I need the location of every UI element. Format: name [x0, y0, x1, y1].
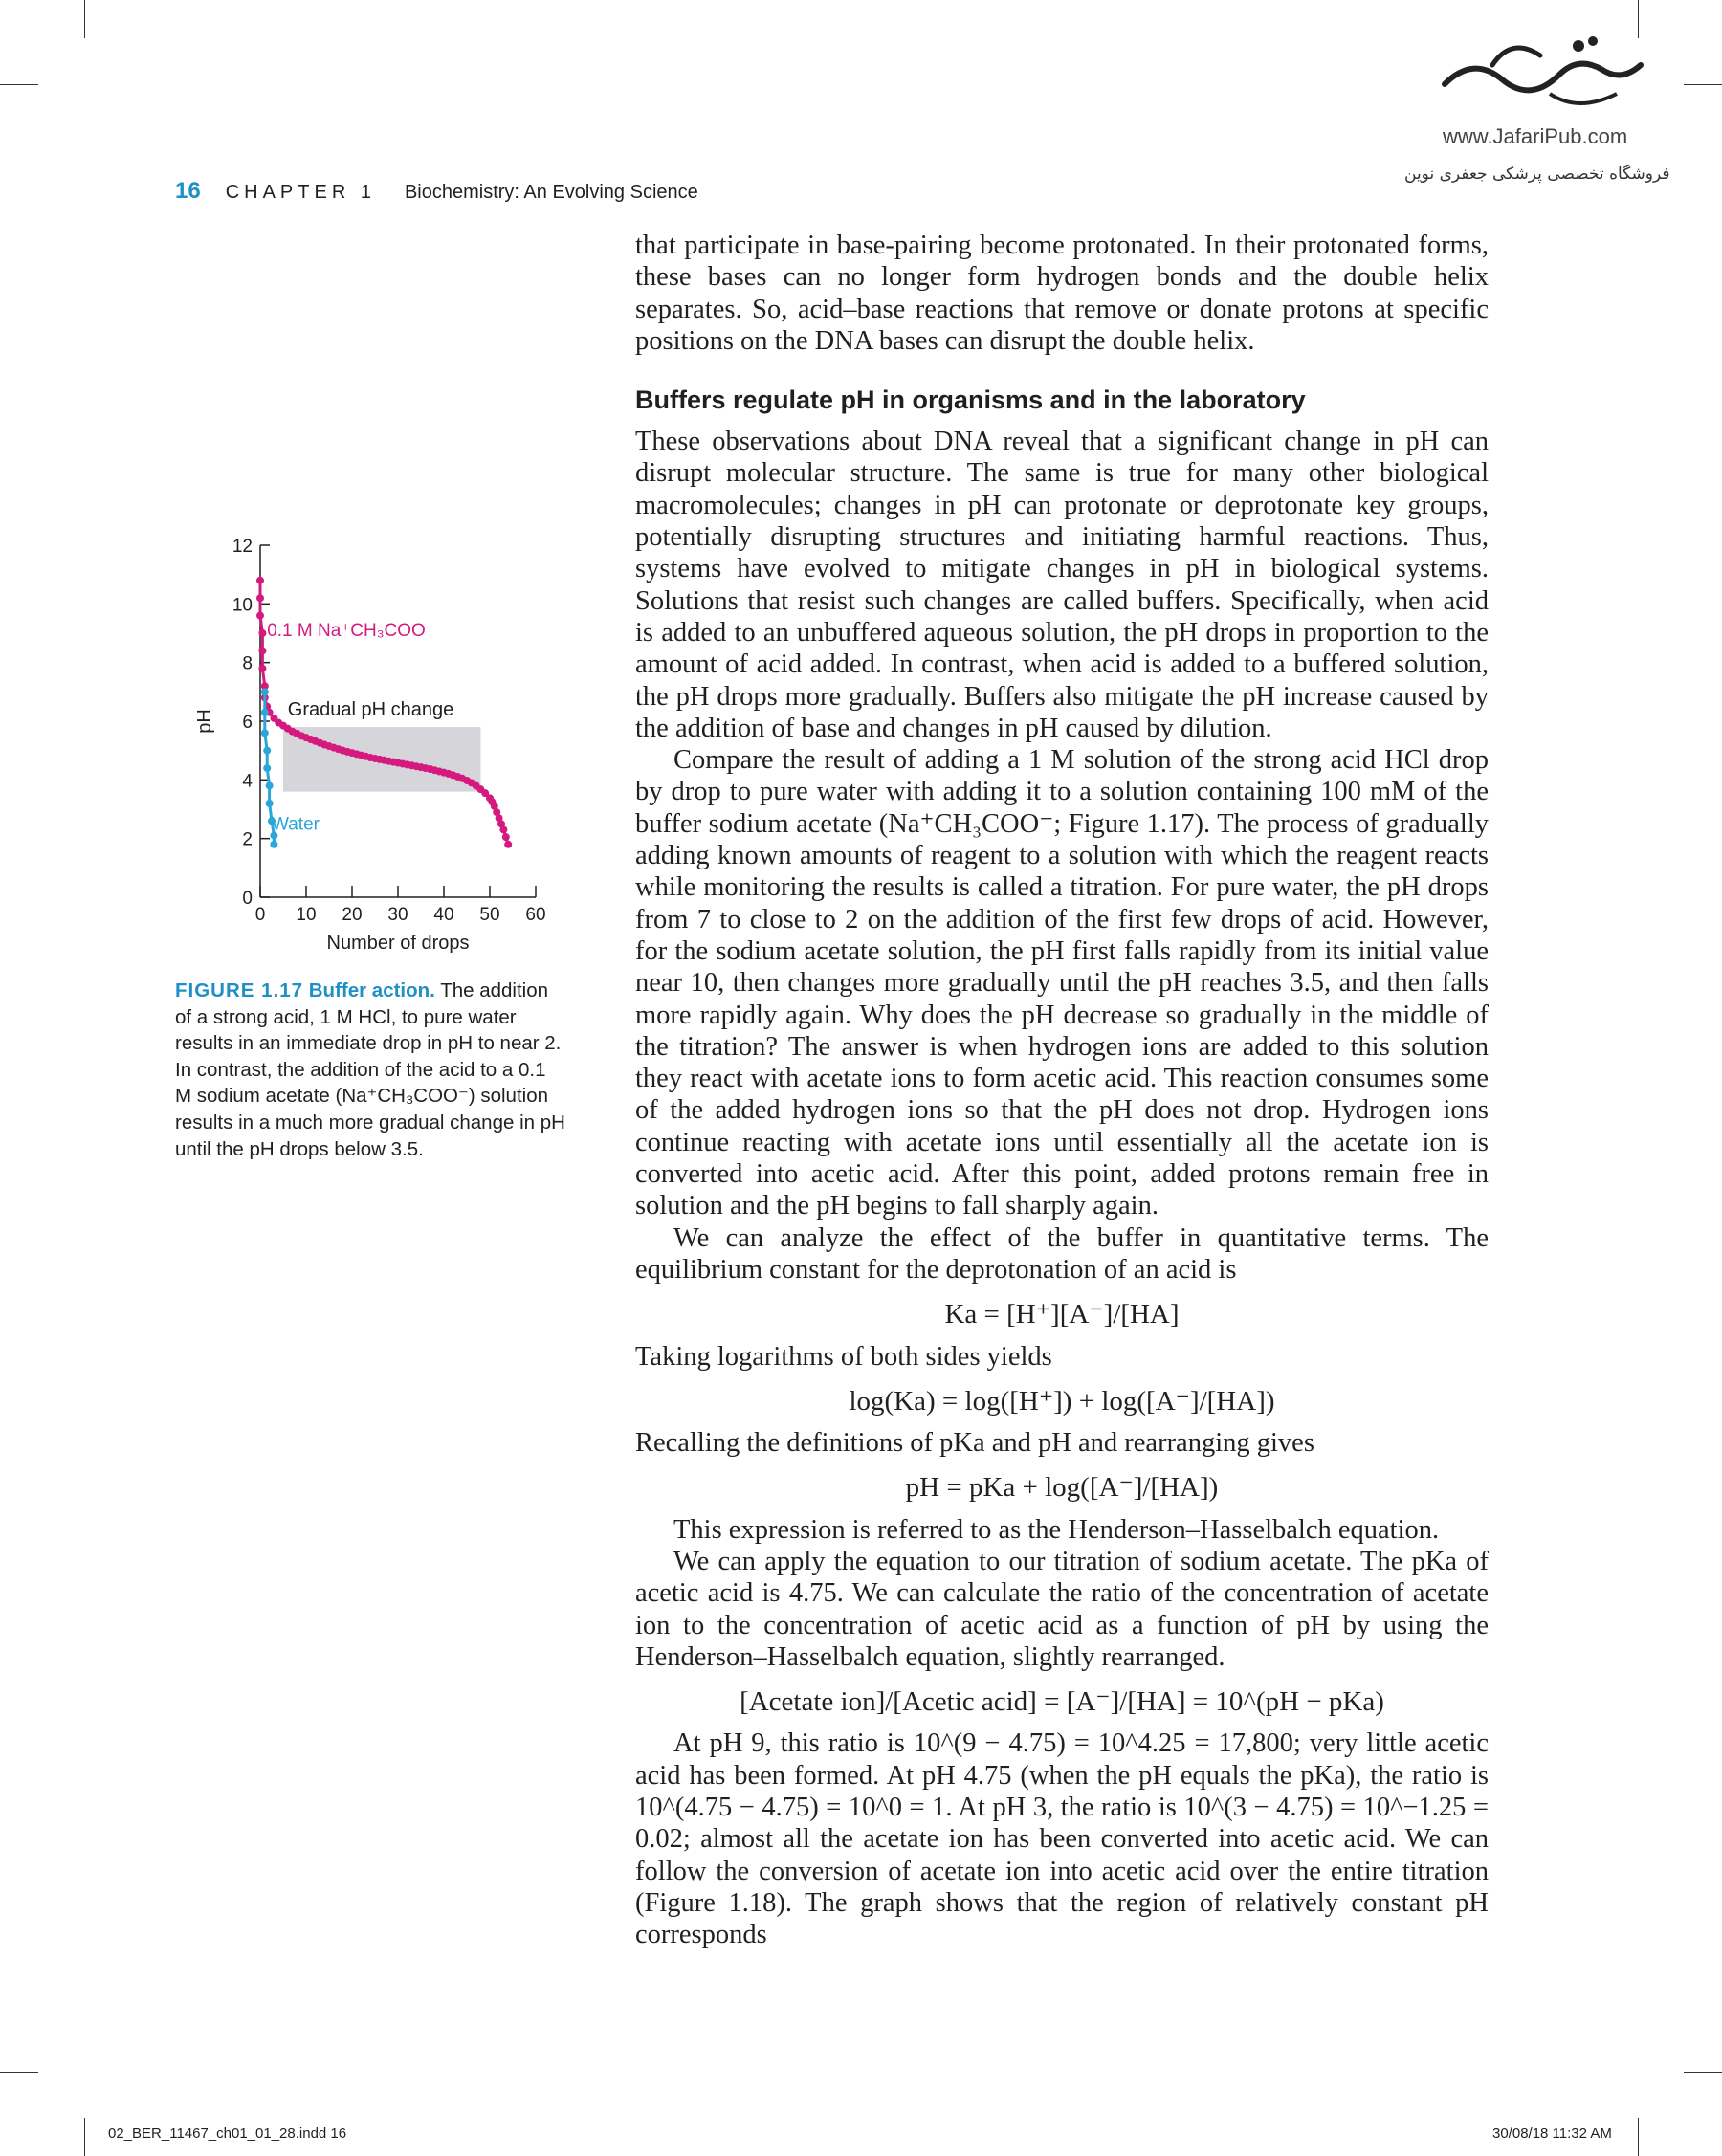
data-point-acetate: [256, 577, 264, 584]
crop-mark: [1684, 2072, 1722, 2073]
data-point-water: [266, 800, 274, 807]
page-number: 16: [175, 178, 201, 204]
y-tick-label: 6: [242, 713, 253, 733]
data-point-acetate: [256, 594, 264, 602]
x-tick-label: 60: [525, 905, 546, 925]
data-point-water: [266, 781, 274, 789]
data-point-acetate: [499, 825, 507, 833]
buffer-titration-chart: [182, 526, 574, 966]
figure-caption-text: The addition of a strong acid, 1 M HCl, to pure water results in an immediate drop in pH to near 2. In contrast, the addition of the acid to a 0.1 M sodium acetate (Na⁺CH₃COO⁻) solution results in a much more gradual change in pH until the pH drops below 3.5.: [175, 979, 565, 1160]
logo-url: www.JafariPub.com: [1443, 124, 1628, 148]
x-tick-label: 20: [342, 905, 363, 925]
body-text-column: [635, 230, 1489, 1951]
crop-mark: [84, 0, 85, 38]
paragraph: These observations about DNA reveal that a significant change in pH can disrupt molecular structure. The same is true for many other biological macromolecules; changes in pH can protonate or deprotonate key groups, potentially disrupting structures and initiating harmful reactions. Thus, systems have evolved to mitigate changes in pH in biological systems. Solutions that resist such changes are called buffers. Specifically, when acid is added to an unbuffered aqueous solution, the pH drops in proportion to the amount of acid added. In contrast, when acid is added to a buffered solution, the pH drops more gradually. Buffers also mitigate the pH increase caused by the addition of base and changes in pH caused by dilution.: [635, 427, 1489, 743]
crop-mark: [1684, 84, 1722, 85]
equation-log: log(Ka) = log([H⁺]) + log([A⁻]/[HA]): [849, 1385, 1275, 1417]
data-point-acetate: [258, 647, 266, 654]
x-tick-label: 50: [479, 905, 500, 925]
x-tick-label: 30: [387, 905, 408, 925]
x-tick-label: 0: [254, 905, 266, 925]
data-point-water: [261, 688, 269, 695]
crop-mark: [84, 2118, 85, 2156]
y-tick-label: 12: [232, 537, 253, 557]
data-point-water: [261, 729, 269, 737]
paragraph: that participate in base-pairing become protonated. In their protonated forms, these bases can no longer form hydrogen bonds and the double helix separates. So, acid–base reactions that remove or donate protons at specific positions on the DNA bases can disrupt the double helix.: [635, 231, 1489, 356]
equation-ratio: [Acetate ion]/[Acetic acid] = [A⁻]/[HA] = 10^(pH − pKa): [740, 1686, 1384, 1718]
figure-caption: [175, 978, 567, 1162]
data-point-acetate: [504, 841, 512, 848]
shaded-region-label: Gradual pH change: [287, 698, 454, 720]
data-point-water: [261, 709, 269, 716]
crop-mark: [0, 2072, 38, 2073]
crop-mark: [1638, 2118, 1639, 2156]
y-axis-label: pH: [194, 709, 215, 734]
x-tick-label: 10: [296, 905, 317, 925]
data-point-acetate: [258, 665, 266, 672]
chapter-title: Biochemistry: An Evolving Science: [404, 182, 698, 203]
paragraph: Recalling the definitions of pKa and pH and rearranging gives: [635, 1428, 1314, 1459]
y-tick-label: 0: [242, 889, 253, 909]
x-tick-label: 40: [433, 905, 454, 925]
paragraph: This expression is referred to as the Henderson–Hasselbalch equation.: [673, 1514, 1440, 1545]
figure-title: Buffer action.: [308, 979, 435, 1001]
y-tick-label: 2: [242, 829, 253, 850]
running-header: [175, 178, 698, 205]
logo-persian-text: فروشگاه تخصصی پزشکی جعفری نوین: [1404, 165, 1670, 184]
data-point-water: [270, 841, 277, 848]
y-tick-label: 8: [242, 653, 253, 674]
equation-ka: Ka = [H⁺][A⁻]/[HA]: [944, 1299, 1180, 1331]
paragraph: We can apply the equation to our titration of sodium acetate. The pKa of acetic acid is 4.75. We can calculate the ratio of the concentration of acetate ion to the concentration of acetic acid as a function of pH by using the Henderson–Hasselbalch equation, slightly rearranged.: [635, 1546, 1489, 1672]
series-label-acetate: 0.1 M Na⁺CH₃COO⁻: [267, 621, 435, 642]
equation-henderson: pH = pKa + log([A⁻]/[HA]): [905, 1472, 1219, 1504]
y-tick-label: 4: [242, 771, 253, 792]
crop-mark: [0, 84, 38, 85]
paragraph: Compare the result of adding a 1 M solution of the strong acid HCl drop by drop to pure water with adding it to a solution containing 100 mM of the buffer sodium acetate (Na⁺CH₃COO⁻; Figure 1.17). The process of gradually adding known amounts of reagent to a solution with which the reagent reacts while monitoring the results is called a titration. For pure water, the pH drops from 7 to close to 2 on the addition of the first few drops of acid. However, for the sodium acetate solution, the pH first falls rapidly from its initial value near 10, then changes more gradually until the pH reaches 3.5, and then falls more rapidly again. Why does the pH decrease so gradually in the middle of the titration? The answer is when hydrogen ions are added to this solution they react with acetate ions to form acetic acid. This reaction consumes some of the added hydrogen ions so that the pH does not drop. Hydrogen ions continue reacting with acetate ions until essentially all the acetate ion is converted into acetic acid. After this point, added protons remain free in solution and the pH begins to fall sharply again.: [635, 745, 1489, 1221]
paragraph: We can analyze the effect of the buffer in quantitative terms. The equilibrium constant for the deprotonation of an acid is: [635, 1222, 1489, 1285]
footer-file-info: 02_BER_11467_ch01_01_28.indd 16: [108, 2125, 347, 2142]
publisher-logo: [1435, 27, 1655, 122]
x-axis-label: Number of drops: [326, 933, 470, 954]
data-point-acetate: [502, 833, 510, 841]
chapter-label: CHAPTER 1: [225, 182, 376, 203]
data-point-acetate: [256, 612, 264, 620]
data-point-water: [263, 764, 271, 772]
footer-timestamp: 30/08/18 11:32 AM: [1492, 2125, 1612, 2142]
y-tick-label: 10: [232, 595, 253, 616]
series-label-water: Water: [272, 814, 320, 835]
paragraph: Taking logarithms of both sides yields: [635, 1341, 1052, 1372]
section-heading: Buffers regulate pH in organisms and in the laboratory: [635, 385, 1306, 415]
data-point-acetate: [258, 629, 266, 637]
data-point-water: [263, 747, 271, 755]
paragraph: At pH 9, this ratio is 10^(9 − 4.75) = 10^4.25 = 17,800; very little acetic acid has been formed. At pH 4.75 (when the pH equals the pKa), the ratio is 10^(4.75 − 4.75) = 10^0 = 1. At pH 3, the ratio is 10^(3 − 4.75) = 10^−1.25 = 0.02; almost all the acetate ion has been converted into acetic acid. We can follow the conversion of acetate ion into acetic acid over the entire titration (Figure 1.18). The graph shows that the region of relatively constant pH corresponds: [635, 1728, 1489, 1950]
figure-label: FIGURE 1.17: [175, 979, 304, 1001]
